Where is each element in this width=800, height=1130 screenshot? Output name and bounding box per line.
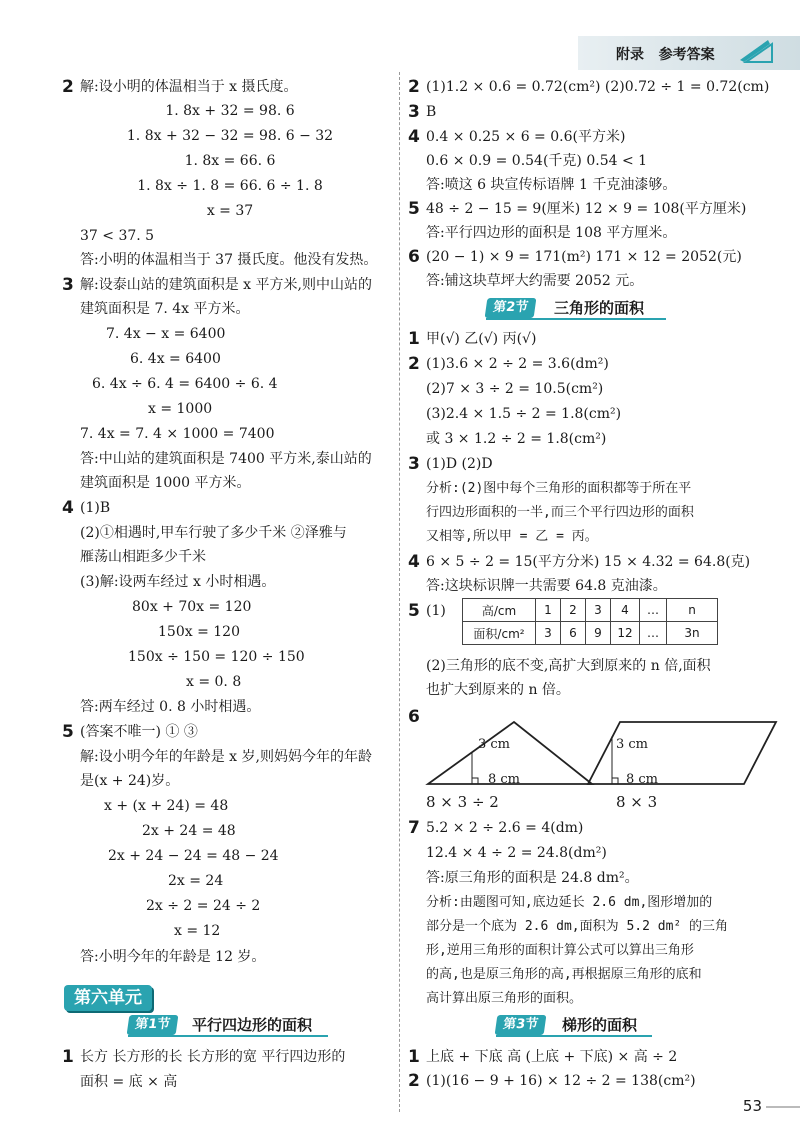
- formula: 8 × 3 ÷ 2: [426, 793, 499, 811]
- header-answers: 参考答案: [658, 47, 715, 63]
- q-number: 4: [408, 127, 420, 147]
- header-appendix: 附录: [616, 47, 644, 63]
- header-title: [616, 44, 715, 64]
- answer: 0.4 × 0.25 × 6 = 0.6(平方米): [426, 129, 626, 145]
- table-cell: 3: [536, 622, 561, 645]
- answer: (2)三角形的底不变,高扩大到原来的 n 倍,面积: [426, 658, 711, 674]
- analysis-text: 行四边形面积的一半,而三个平行四边形的面积: [426, 505, 694, 520]
- table-cell: n: [667, 599, 718, 622]
- q-number: 1: [408, 1047, 420, 1067]
- table-cell: 6: [561, 622, 586, 645]
- analysis-text: 的高,也是原三角形的高,再根据原三角形的底和: [426, 967, 702, 982]
- formula: 8 × 3: [616, 793, 658, 811]
- table-cell: 高/cm: [463, 599, 536, 622]
- equation: x = 1000: [148, 401, 213, 417]
- answer: 答:原三角形的面积是 24.8 dm²。: [426, 870, 639, 886]
- q-number: 4: [62, 498, 74, 518]
- column-divider: [399, 72, 400, 1112]
- answer: (1)B: [80, 500, 111, 516]
- answer: 长方 长方形的长 长方形的宽 平行四边形的: [80, 1049, 346, 1065]
- table-cell: …: [640, 599, 667, 622]
- answer: 雁荡山相距多少千米: [80, 549, 206, 565]
- answer: 答:小明今年的年龄是 12 岁。: [80, 949, 266, 965]
- equation: 2x + 24 − 24 = 48 − 24: [108, 848, 279, 864]
- equation: 7. 4x − x = 6400: [106, 326, 226, 342]
- q-number: 3: [408, 454, 420, 474]
- height-label: 3 cm: [616, 737, 649, 752]
- table-cell: 12: [611, 622, 640, 645]
- q-number: 2: [408, 1071, 420, 1091]
- answer: 建筑面积是 1000 平方米。: [80, 475, 251, 491]
- equation: x = 0. 8: [186, 674, 242, 690]
- section-tag: 第3节: [495, 1015, 547, 1035]
- pencil-ruler-icon: [736, 34, 776, 64]
- answer: 面积 = 底 × 高: [80, 1074, 178, 1090]
- equation: 1. 8x + 32 − 32 = 98. 6 − 32: [126, 128, 334, 144]
- equation: 1. 8x = 66. 6: [184, 153, 276, 169]
- answer: 6 × 5 ÷ 2 = 15(平方分米) 15 × 4.32 = 64.8(克): [426, 554, 751, 570]
- solution-text: 建筑面积是 7. 4x 平方米。: [80, 301, 250, 317]
- answer: 答:平行四边形的面积是 108 平方厘米。: [426, 225, 677, 241]
- answer: 也扩大到原来的 n 倍。: [426, 682, 570, 698]
- answer: (1)D (2)D: [426, 456, 493, 472]
- q-number: 2: [62, 77, 74, 97]
- answer: 答:喷这 6 块宣传标语牌 1 千克油漆够。: [426, 177, 677, 193]
- analysis-text: 又相等,所以甲 = 乙 = 丙。: [426, 529, 598, 544]
- analysis-text: 形,逆用三角形的面积计算公式可以算出三角形: [426, 943, 694, 958]
- answer: 48 ÷ 2 − 15 = 9(厘米) 12 × 9 = 108(平方厘米): [426, 201, 747, 217]
- answer: (答案不唯一) ① ③: [80, 724, 198, 740]
- unit-banner: 第六单元: [64, 985, 152, 1011]
- section-title: 三角形的面积: [554, 299, 645, 317]
- equation: 1. 8x ÷ 1. 8 = 66. 6 ÷ 1. 8: [137, 178, 323, 194]
- equation: 150x = 120: [158, 624, 240, 640]
- section-banner: [486, 296, 666, 320]
- answer: (2)①相遇时,甲车行驶了多少千米 ②泽雅与: [80, 525, 347, 541]
- triangle-parallelogram-figure: [420, 716, 780, 792]
- base-label: 8 cm: [488, 772, 521, 787]
- q-number: 4: [408, 552, 420, 572]
- equation: 6. 4x ÷ 6. 4 = 6400 ÷ 6. 4: [92, 376, 278, 392]
- table-cell: 面积/cm²: [463, 622, 536, 645]
- section-banner: [128, 1013, 328, 1037]
- answer: 答:小明的体温相当于 37 摄氏度。他没有发热。: [80, 252, 378, 268]
- q-number: 6: [408, 247, 420, 267]
- q-number: 5: [62, 722, 74, 742]
- answer: (1)1.2 × 0.6 = 0.72(cm²) (2)0.72 ÷ 1 = 0.72(cm): [426, 79, 770, 95]
- q-number: 1: [62, 1047, 74, 1067]
- part-label: (1): [426, 603, 446, 619]
- table-cell: …: [640, 622, 667, 645]
- q-number: 5: [408, 601, 420, 621]
- equation: 6. 4x = 6400: [130, 351, 221, 367]
- table-cell: 3n: [667, 622, 718, 645]
- section-banner: [496, 1013, 652, 1037]
- answer: 答:中山站的建筑面积是 7400 平方米,泰山站的: [80, 451, 372, 467]
- answer: (20 − 1) × 9 = 171(m²) 171 × 12 = 2052(元): [426, 249, 742, 265]
- solution-text: 解:设小明今年的年龄是 x 岁,则妈妈今年的年龄: [80, 749, 372, 765]
- answer: 上底 + 下底 高 (上底 + 下底) × 高 ÷ 2: [426, 1049, 678, 1065]
- equation: x = 12: [174, 923, 221, 939]
- q-number: 1: [408, 329, 420, 349]
- answer: B: [426, 104, 437, 120]
- equation: 150x ÷ 150 = 120 ÷ 150: [128, 649, 305, 665]
- answer: (1)3.6 × 2 ÷ 2 = 3.6(dm²): [426, 356, 609, 372]
- answer: (1)(16 − 9 + 16) × 12 ÷ 2 = 138(cm²): [426, 1073, 696, 1089]
- answer: 5.2 × 2 ÷ 2.6 = 4(dm): [426, 820, 584, 836]
- q-number: 3: [62, 275, 74, 295]
- equation: 7. 4x = 7. 4 × 1000 = 7400: [80, 426, 275, 442]
- answer: 0.6 × 0.9 = 0.54(千克) 0.54 < 1: [426, 153, 648, 169]
- answer: 或 3 × 1.2 ÷ 2 = 1.8(cm²): [426, 431, 607, 447]
- section-underline: [128, 1035, 328, 1037]
- answer: 答:这块标识牌一共需要 64.8 克油漆。: [426, 578, 667, 594]
- answer: (2)7 × 3 ÷ 2 = 10.5(cm²): [426, 381, 604, 397]
- table-cell: 4: [611, 599, 640, 622]
- section-underline: [486, 318, 666, 320]
- answer: 答:铺这块草坪大约需要 2052 元。: [426, 273, 644, 289]
- section-title: 平行四边形的面积: [192, 1016, 313, 1034]
- analysis-text: 部分是一个底为 2.6 dm,面积为 5.2 dm² 的三角: [426, 919, 729, 934]
- analysis-text: 分析:(2)图中每个三角形的面积都等于所在平: [426, 481, 692, 496]
- solution-text: 解:设泰山站的建筑面积是 x 平方米,则中山站的: [80, 277, 372, 293]
- q-number: 2: [408, 354, 420, 374]
- height-area-table: [462, 598, 718, 645]
- analysis-text: 高计算出原三角形的面积。: [426, 991, 583, 1006]
- answer: 12.4 × 4 ÷ 2 = 24.8(dm²): [426, 845, 607, 861]
- page-number-rule: [766, 1106, 800, 1108]
- solution-text: 是(x + 24)岁。: [80, 773, 180, 789]
- q-number: 5: [408, 199, 420, 219]
- table-cell: 3: [586, 599, 611, 622]
- base-label: 8 cm: [626, 772, 659, 787]
- equation: 80x + 70x = 120: [132, 599, 252, 615]
- q-number: 3: [408, 102, 420, 122]
- answer: (3)2.4 × 1.5 ÷ 2 = 1.8(cm²): [426, 406, 622, 422]
- section-underline: [496, 1035, 652, 1037]
- height-label: 3 cm: [478, 737, 511, 752]
- equation: x + (x + 24) = 48: [104, 798, 229, 814]
- equation: 2x = 24: [168, 873, 224, 889]
- section-tag: 第1节: [127, 1015, 179, 1035]
- table-cell: 1: [536, 599, 561, 622]
- solution-text: 解:设小明的体温相当于 x 摄氏度。: [80, 79, 298, 95]
- table-cell: 9: [586, 622, 611, 645]
- answer: 答:两车经过 0. 8 小时相遇。: [80, 699, 261, 715]
- q-number: 2: [408, 77, 420, 97]
- analysis-text: 分析:由题图可知,底边延长 2.6 dm,图形增加的: [426, 895, 713, 910]
- page-number: 53: [742, 1097, 762, 1115]
- equation: 2x ÷ 2 = 24 ÷ 2: [146, 898, 261, 914]
- section-tag: 第2节: [485, 298, 537, 318]
- equation: x = 37: [206, 203, 254, 219]
- table-cell: 2: [561, 599, 586, 622]
- answer: 甲(√) 乙(√) 丙(√): [426, 331, 537, 347]
- q-number: 7: [408, 818, 420, 838]
- solution-text: (3)解:设两车经过 x 小时相遇。: [80, 574, 276, 590]
- equation: 2x + 24 = 48: [142, 823, 236, 839]
- comparison: 37 < 37. 5: [80, 228, 155, 244]
- section-title: 梯形的面积: [562, 1016, 638, 1034]
- q-number: 6: [408, 707, 420, 727]
- equation: 1. 8x + 32 = 98. 6: [165, 103, 295, 119]
